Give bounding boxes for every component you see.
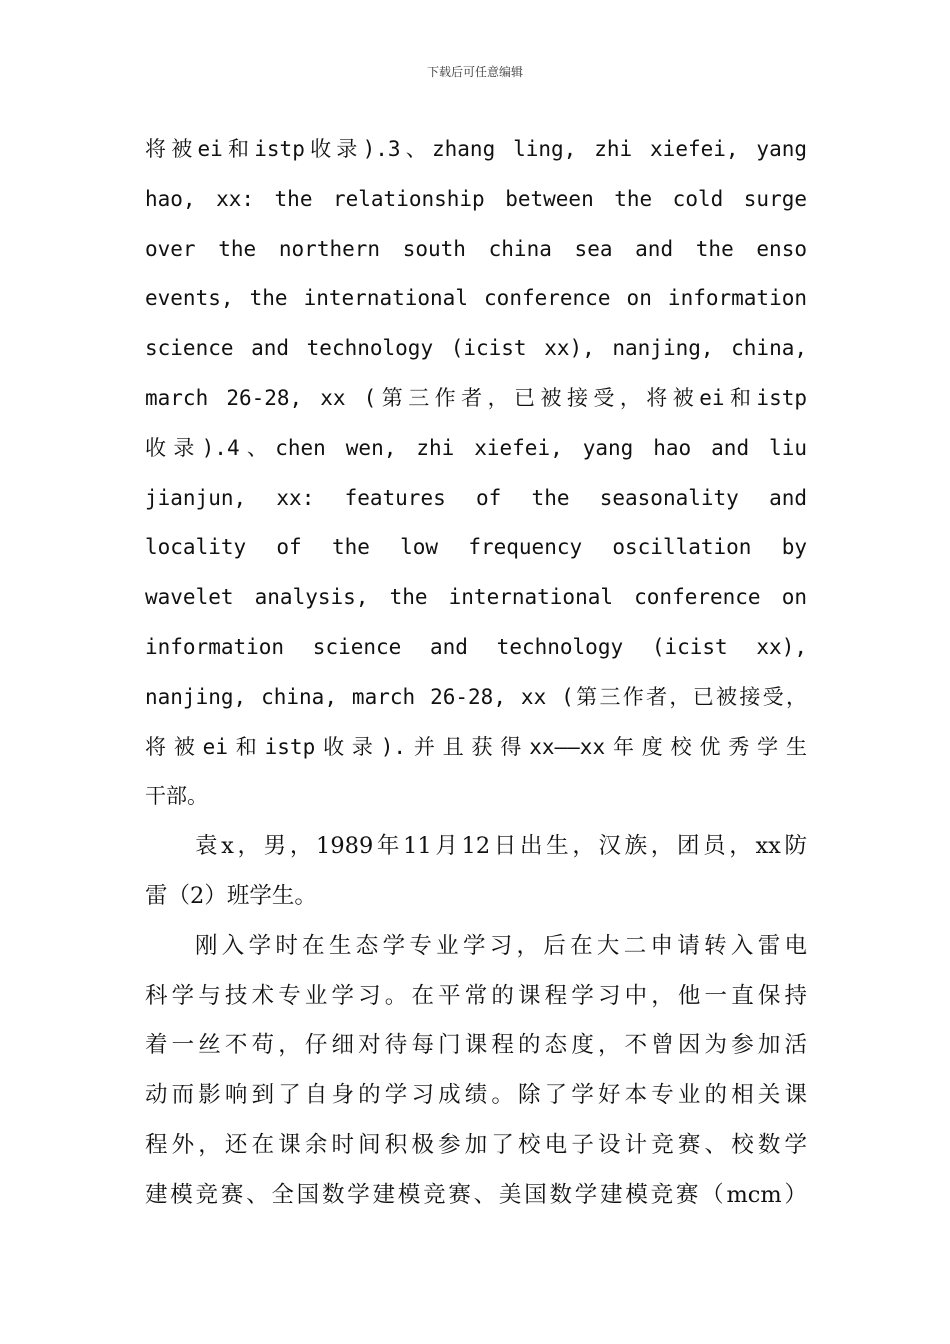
text-line: locality of the low frequency oscillation by [145,535,807,560]
text-line: 收录).4、chen wen, zhi xiefei, yang hao and liu [145,435,807,460]
text-line: march 26-28, xx (第三作者，已被接受，将被ei和istp [145,385,807,410]
text-line: science and technology (icist xx), nanjing, china, [145,336,807,361]
text-line: 建模竞赛、全国数学建模竞赛、美国数学建模竞赛（mcm） [145,1181,807,1208]
document-body [145,125,807,1221]
text-line: nanjing, china, march 26-28, xx (第三作者，已被接受， [145,684,807,709]
text-line: 干部。 [145,784,208,809]
text-line: 科学与技术专业学习。在平常的课程学习中，他一直保持 [145,982,807,1009]
text-line: hao, xx: the relationship between the cold surge [145,186,807,211]
text-line: 着一丝不苟，仔细对待每门课程的态度，不曾因为参加活 [145,1032,807,1059]
text-line: over the northern south china sea and the enso [145,236,807,261]
text-line: 将被ei和istp收录).3、zhang ling, zhi xiefei, yang [145,137,807,161]
text-line: 雷（2）班学生。 [145,882,317,909]
text-line: 程外，还在课余时间积极参加了校电子设计竞赛、校数学 [145,1131,807,1158]
text-line: 动而影响到了自身的学习成绩。除了学好本专业的相关课 [145,1082,807,1109]
paragraph-student-intro [145,822,807,922]
text-line: wavelet analysis, the international conference on [145,585,807,610]
text-line: events, the international conference on information [145,286,807,311]
text-line: jianjun, xx: features of the seasonality and [145,485,807,510]
page-header: 下载后可任意编辑 [426,65,523,79]
paragraph-publications [145,125,807,822]
paragraph-study-record [145,922,807,1221]
text-line: 将被ei和istp收录).并且获得xx——xx年度校优秀学生 [145,734,807,759]
text-line: 袁x，男，1989年11月12日出生，汉族，团员，xx防 [195,833,807,860]
text-line: information science and technology (icist xx), [145,634,807,659]
text-line: 刚入学时在生态学专业学习，后在大二申请转入雷电 [195,932,807,959]
